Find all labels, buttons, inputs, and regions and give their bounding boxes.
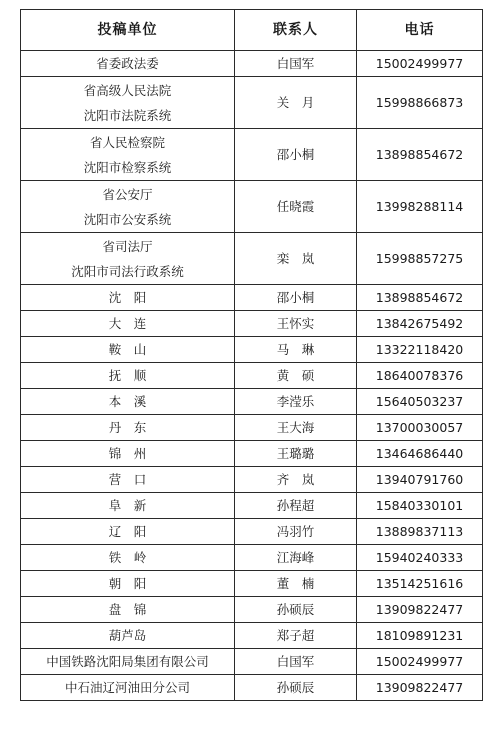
contact-name: 白国军 — [235, 51, 357, 77]
unit-name: 本 溪 — [108, 394, 147, 409]
header-contact: 联系人 — [235, 10, 357, 51]
unit-name: 沈阳市司法行政系统 — [71, 263, 184, 279]
unit-cell — [21, 623, 235, 649]
unit-cell — [21, 51, 235, 77]
unit-cell — [21, 285, 235, 311]
header-phone: 电话 — [357, 10, 483, 51]
phone-number: 18109891231 — [357, 623, 483, 649]
unit-name: 铁 岭 — [108, 550, 147, 565]
table-row — [21, 285, 483, 311]
unit-cell — [21, 363, 235, 389]
contact-table — [20, 9, 483, 701]
unit-cell — [21, 467, 235, 493]
contact-name: 冯羽竹 — [235, 519, 357, 545]
phone-number: 13889837113 — [357, 519, 483, 545]
unit-name: 省公安厅 — [102, 186, 153, 202]
unit-name: 营 口 — [108, 472, 147, 487]
unit-cell — [21, 571, 235, 597]
table-row — [21, 571, 483, 597]
phone-number: 13909822477 — [357, 597, 483, 623]
unit-cell — [21, 675, 235, 701]
unit-cell — [21, 649, 235, 675]
table-row — [21, 181, 483, 233]
unit-name: 辽 阳 — [108, 524, 147, 539]
contact-name: 齐 岚 — [235, 467, 357, 493]
unit-name: 盘 锦 — [108, 602, 147, 617]
unit-cell — [21, 311, 235, 337]
unit-name: 丹 东 — [108, 420, 147, 435]
contact-name: 孙硕辰 — [235, 675, 357, 701]
contact-name: 孙硕辰 — [235, 597, 357, 623]
unit-cell — [21, 545, 235, 571]
unit-name: 省司法厅 — [102, 238, 153, 254]
unit-cell — [21, 415, 235, 441]
unit-name: 中石油辽河油田分公司 — [64, 680, 190, 695]
unit-name: 沈 阳 — [108, 290, 147, 305]
contact-name: 王怀实 — [235, 311, 357, 337]
unit-name: 抚 顺 — [108, 368, 147, 383]
table-row — [21, 337, 483, 363]
unit-name: 葫芦岛 — [108, 628, 147, 643]
unit-cell — [21, 77, 235, 129]
unit-name: 省人民检察院 — [89, 134, 165, 150]
table-row — [21, 129, 483, 181]
table-row — [21, 363, 483, 389]
unit-name: 沈阳市法院系统 — [83, 107, 172, 123]
phone-number: 13322118420 — [357, 337, 483, 363]
table-row — [21, 649, 483, 675]
contact-name: 邵小桐 — [235, 285, 357, 311]
unit-name: 阜 新 — [108, 498, 147, 513]
table-row — [21, 519, 483, 545]
unit-cell — [21, 181, 235, 233]
contact-name: 关 月 — [235, 77, 357, 129]
contact-name: 王大海 — [235, 415, 357, 441]
table-row — [21, 441, 483, 467]
phone-number: 15840330101 — [357, 493, 483, 519]
unit-name: 锦 州 — [108, 446, 147, 461]
contact-name: 栾 岚 — [235, 233, 357, 285]
contact-name: 李滢乐 — [235, 389, 357, 415]
phone-number: 13909822477 — [357, 675, 483, 701]
contact-name: 董 楠 — [235, 571, 357, 597]
contact-name: 黄 硕 — [235, 363, 357, 389]
table-row — [21, 233, 483, 285]
phone-number: 13514251616 — [357, 571, 483, 597]
unit-name: 沈阳市检察系统 — [83, 159, 172, 175]
unit-name: 中国铁路沈阳局集团有限公司 — [46, 654, 209, 669]
contact-name: 邵小桐 — [235, 129, 357, 181]
table-row — [21, 675, 483, 701]
table-header-row — [21, 10, 483, 51]
contact-name: 白国军 — [235, 649, 357, 675]
contact-name: 任晓霞 — [235, 181, 357, 233]
contact-name: 孙程超 — [235, 493, 357, 519]
table-row — [21, 311, 483, 337]
phone-number: 18640078376 — [357, 363, 483, 389]
unit-name: 省高级人民法院 — [83, 82, 172, 98]
phone-number: 15998866873 — [357, 77, 483, 129]
contact-name: 江海峰 — [235, 545, 357, 571]
contact-name: 王璐璐 — [235, 441, 357, 467]
table-row — [21, 415, 483, 441]
unit-cell — [21, 389, 235, 415]
phone-number: 13898854672 — [357, 129, 483, 181]
phone-number: 13700030057 — [357, 415, 483, 441]
table-row — [21, 467, 483, 493]
table-row — [21, 389, 483, 415]
phone-number: 13998288114 — [357, 181, 483, 233]
unit-cell — [21, 129, 235, 181]
contact-name: 马 琳 — [235, 337, 357, 363]
phone-number: 13464686440 — [357, 441, 483, 467]
unit-name: 沈阳市公安系统 — [83, 211, 172, 227]
unit-cell — [21, 519, 235, 545]
table-row — [21, 545, 483, 571]
unit-cell — [21, 597, 235, 623]
unit-name: 大 连 — [108, 316, 147, 331]
unit-name: 朝 阳 — [108, 576, 147, 591]
unit-cell — [21, 493, 235, 519]
table-body — [21, 51, 483, 701]
phone-number: 15998857275 — [357, 233, 483, 285]
phone-number: 15002499977 — [357, 51, 483, 77]
phone-number: 15940240333 — [357, 545, 483, 571]
table-row — [21, 493, 483, 519]
table-row — [21, 623, 483, 649]
table-row — [21, 77, 483, 129]
header-unit: 投稿单位 — [21, 10, 235, 51]
unit-cell — [21, 441, 235, 467]
unit-cell — [21, 337, 235, 363]
phone-number: 15002499977 — [357, 649, 483, 675]
unit-cell — [21, 233, 235, 285]
phone-number: 13842675492 — [357, 311, 483, 337]
table-row — [21, 597, 483, 623]
phone-number: 13898854672 — [357, 285, 483, 311]
table-row — [21, 51, 483, 77]
contact-name: 郑子超 — [235, 623, 357, 649]
phone-number: 15640503237 — [357, 389, 483, 415]
phone-number: 13940791760 — [357, 467, 483, 493]
unit-name: 省委政法委 — [96, 56, 159, 71]
unit-name: 鞍 山 — [108, 342, 147, 357]
